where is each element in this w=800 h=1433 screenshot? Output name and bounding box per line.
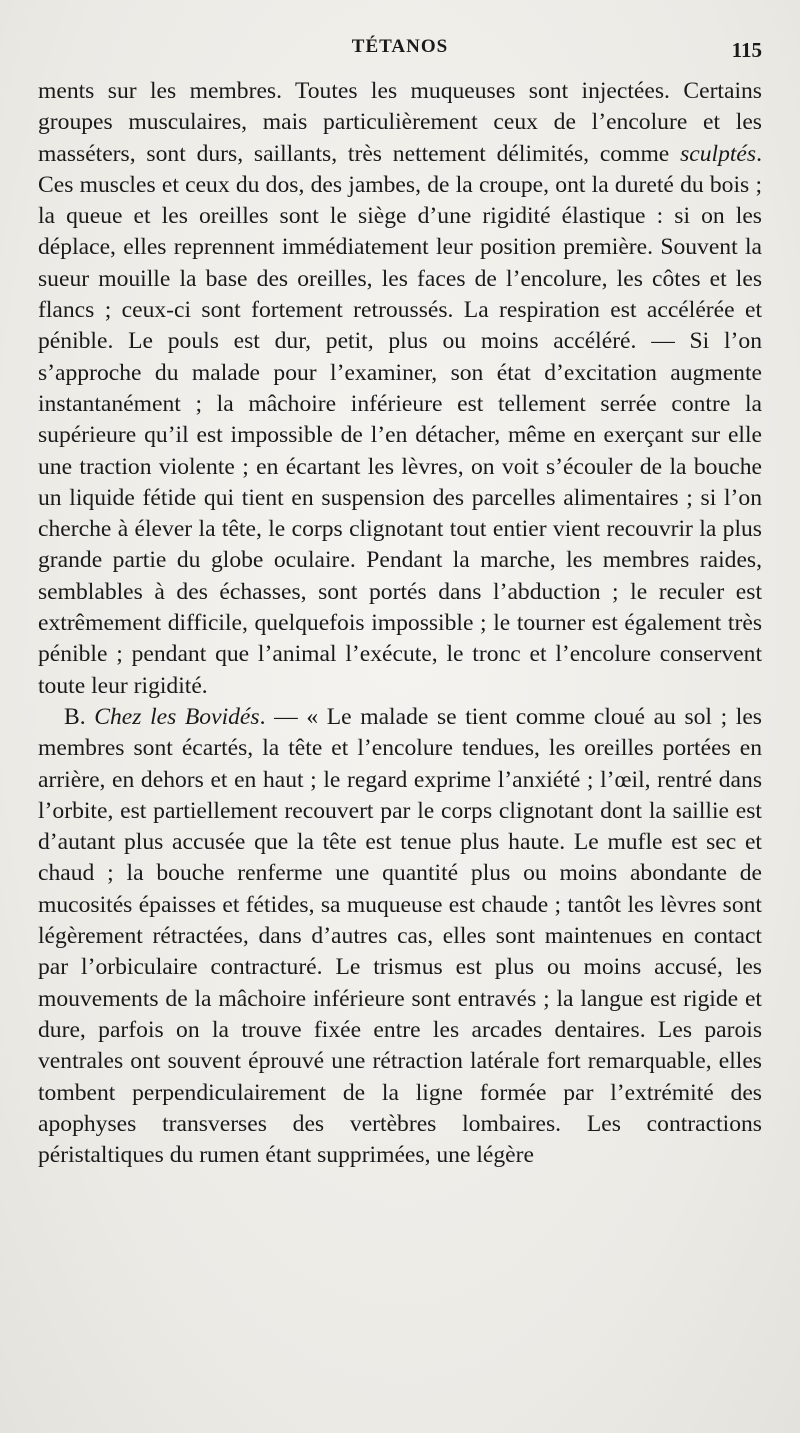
paragraph-2 <box>38 702 762 1171</box>
page-header <box>38 34 762 68</box>
paragraph-1-text-1: ments sur les membres. Toutes les muqueuses sont injectées. Certains groupes musculaires, mais particulièrement ceux de l’encolure et les masséters, sont durs, saillants, très nettement délimités, comme <box>38 78 762 167</box>
paragraph-2-text-2: . — « Le malade se tient comme cloué au sol ; les membres sont écartés, la tête et l’encolure tendues, les oreilles portées en arrière, en dehors et en haut ; le regard exprime l’anxiété ; l’œil, rentré dans l’orbite, est partiellement recouvert par le corps clignotant dont la saillie est d’autant plus accusée que la tête est tenue plus haute. Le mufle est sec et chaud ; la bouche renferme une quantité plus ou moins abondante de mucosités épaisses et fétides, sa muqueuse est chaude ; tantôt les lèvres sont légèrement rétractées, dans d’autres cas, elles sont maintenues en contact par l’orbiculaire contracturé. Le trismus est plus ou moins accusé, les mouvements de la mâchoire inférieure sont entravés ; la langue est rigide et dure, parfois on la trouve fixée entre les arcades dentaires. Les parois ventrales ont souvent éprouvé une rétraction latérale fort remarquable, elles tombent perpendiculairement de la ligne formée par l’extrémité des apophyses transverses des vertèbres lombaires. Les contractions péristaltiques du rumen étant supprimées, une légère <box>38 703 762 1169</box>
paragraph-1-italic-sculptes: sculptés <box>680 140 757 167</box>
body-text <box>38 76 762 1171</box>
paragraph-2-text-1: B. <box>64 703 95 730</box>
paragraph-1 <box>38 76 762 702</box>
paragraph-1-text-2: . Ces muscles et ceux du dos, des jambes, de la croupe, ont la dureté du bois ; la queue et les oreilles sont le siège d’une rigidité élastique : si on les déplace, elles reprennent immédiatement leur position première. Souvent la sueur mouille la base des oreilles, les faces de l’encolure, les côtes et les flancs ; ceux-ci sont fortement retroussés. La respiration est accélérée et pénible. Le pouls est dur, petit, plus ou moins accéléré. — Si l’on s’approche du malade pour l’examiner, son état d’excitation augmente instantanément ; la mâchoire inférieure est tellement serrée contre la supérieure qu’il est impossible de l’en détacher, même en exerçant sur elle une traction violente ; en écartant les lèvres, on voit s’écouler de la bouche un liquide fétide qui tient en suspension des parcelles alimentaires ; si l’on cherche à élever la tête, le corps clignotant tout entier vient recouvrir la plus grande partie du globe oculaire. Pendant la marche, les membres raides, semblables à des échasses, sont portés dans l’abduction ; le reculer est extrêmement difficile, quelquefois impossible ; le tourner est également très pénible ; pendant que l’animal l’exécute, le tronc et l’encolure conservent toute leur rigidité. <box>38 140 762 699</box>
page-number: 115 <box>731 38 762 62</box>
paragraph-2-italic-heading: Chez les Bovidés <box>94 703 260 730</box>
running-title: TÉTANOS <box>351 36 449 57</box>
